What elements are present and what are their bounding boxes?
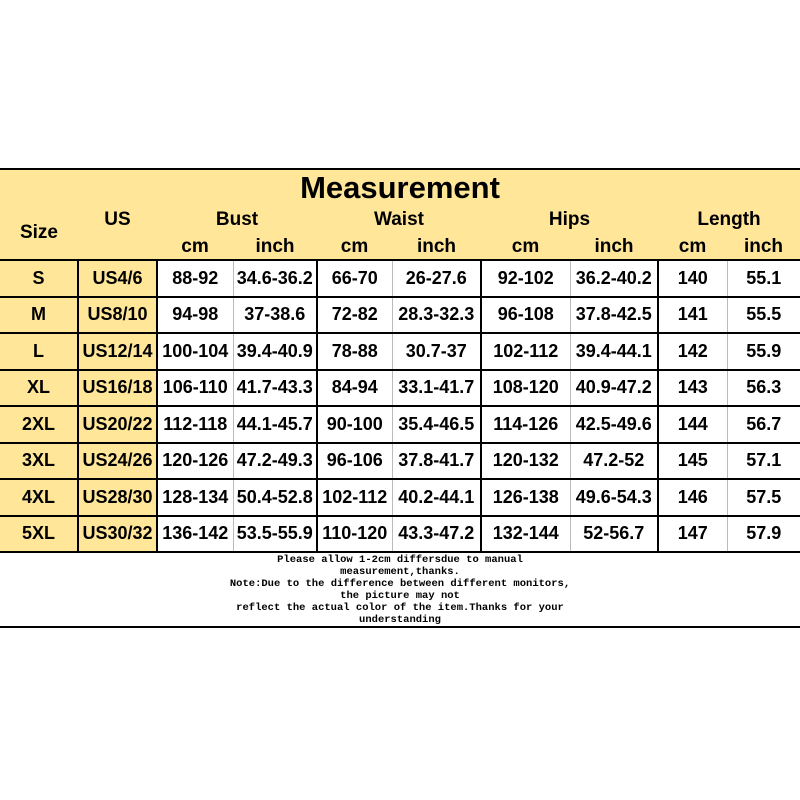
cell-waist-cm: 110-120 [317,516,392,553]
cell-size: 2XL [0,406,78,443]
cell-waist-inch: 35.4-46.5 [392,406,481,443]
cell-hips-inch: 47.2-52 [570,443,658,480]
cell-size: S [0,260,78,297]
unit-inch: inch [233,234,317,260]
header-us: US [78,206,157,234]
cell-length-inch: 57.5 [727,479,800,516]
cell-waist-inch: 33.1-41.7 [392,370,481,407]
cell-waist-inch: 40.2-44.1 [392,479,481,516]
cell-us: US16/18 [78,370,157,407]
header-size: Size [0,206,78,260]
header-us-blank [78,234,157,260]
cell-hips-cm: 132-144 [481,516,570,553]
cell-length-inch: 55.1 [727,260,800,297]
cell-waist-cm: 102-112 [317,479,392,516]
cell-length-inch: 57.9 [727,516,800,553]
cell-size: L [0,333,78,370]
cell-us: US20/22 [78,406,157,443]
cell-length-inch: 56.3 [727,370,800,407]
cell-hips-cm: 92-102 [481,260,570,297]
table-row [0,297,800,334]
cell-us: US12/14 [78,333,157,370]
cell-bust-inch: 41.7-43.3 [233,370,317,407]
cell-length-inch: 55.9 [727,333,800,370]
cell-length-cm: 143 [658,370,727,407]
cell-size: M [0,297,78,334]
cell-bust-inch: 39.4-40.9 [233,333,317,370]
header-hips: Hips [481,206,658,234]
table-row [0,479,800,516]
cell-waist-cm: 84-94 [317,370,392,407]
header-bust: Bust [157,206,317,234]
cell-us: US24/26 [78,443,157,480]
cell-waist-cm: 96-106 [317,443,392,480]
cell-waist-cm: 72-82 [317,297,392,334]
table-row [0,406,800,443]
cell-size: 3XL [0,443,78,480]
cell-length-inch: 56.7 [727,406,800,443]
header-length: Length [658,206,800,234]
cell-size: 5XL [0,516,78,553]
cell-length-cm: 141 [658,297,727,334]
cell-waist-cm: 78-88 [317,333,392,370]
cell-bust-inch: 34.6-36.2 [233,260,317,297]
cell-waist-inch: 30.7-37 [392,333,481,370]
cell-hips-inch: 39.4-44.1 [570,333,658,370]
cell-bust-cm: 100-104 [157,333,233,370]
cell-bust-inch: 37-38.6 [233,297,317,334]
cell-bust-inch: 47.2-49.3 [233,443,317,480]
cell-length-cm: 144 [658,406,727,443]
cell-hips-inch: 52-56.7 [570,516,658,553]
cell-size: XL [0,370,78,407]
cell-hips-cm: 108-120 [481,370,570,407]
unit-inch: inch [392,234,481,260]
cell-hips-inch: 40.9-47.2 [570,370,658,407]
table-row [0,443,800,480]
cell-hips-cm: 96-108 [481,297,570,334]
cell-hips-cm: 102-112 [481,333,570,370]
measurement-note: Please allow 1-2cm differsdue to manual measurement,thanks. Note:Due to the difference between different monitors, the picture may not reflect the actual color of the item.Thanks for your understanding [0,552,800,627]
table-row [0,260,800,297]
cell-bust-cm: 112-118 [157,406,233,443]
unit-cm: cm [481,234,570,260]
cell-bust-cm: 136-142 [157,516,233,553]
table-row [0,370,800,407]
cell-us: US30/32 [78,516,157,553]
unit-cm: cm [317,234,392,260]
cell-hips-inch: 49.6-54.3 [570,479,658,516]
cell-length-cm: 142 [658,333,727,370]
unit-cm: cm [658,234,727,260]
cell-bust-cm: 106-110 [157,370,233,407]
unit-inch: inch [727,234,800,260]
cell-waist-inch: 43.3-47.2 [392,516,481,553]
cell-length-cm: 146 [658,479,727,516]
header-waist: Waist [317,206,481,234]
table-row [0,333,800,370]
cell-bust-cm: 128-134 [157,479,233,516]
cell-bust-cm: 120-126 [157,443,233,480]
cell-size: 4XL [0,479,78,516]
cell-hips-inch: 37.8-42.5 [570,297,658,334]
cell-us: US4/6 [78,260,157,297]
unit-inch: inch [570,234,658,260]
cell-us: US8/10 [78,297,157,334]
cell-hips-cm: 126-138 [481,479,570,516]
cell-waist-inch: 28.3-32.3 [392,297,481,334]
cell-waist-cm: 66-70 [317,260,392,297]
cell-length-inch: 57.1 [727,443,800,480]
cell-bust-inch: 53.5-55.9 [233,516,317,553]
cell-bust-inch: 44.1-45.7 [233,406,317,443]
cell-length-cm: 147 [658,516,727,553]
cell-us: US28/30 [78,479,157,516]
cell-bust-cm: 94-98 [157,297,233,334]
cell-hips-inch: 36.2-40.2 [570,260,658,297]
cell-bust-cm: 88-92 [157,260,233,297]
cell-hips-inch: 42.5-49.6 [570,406,658,443]
cell-waist-inch: 37.8-41.7 [392,443,481,480]
cell-waist-inch: 26-27.6 [392,260,481,297]
cell-length-cm: 140 [658,260,727,297]
unit-cm: cm [157,234,233,260]
cell-waist-cm: 90-100 [317,406,392,443]
cell-hips-cm: 120-132 [481,443,570,480]
size-table [0,168,800,628]
cell-length-inch: 55.5 [727,297,800,334]
size-chart [0,168,800,628]
cell-bust-inch: 50.4-52.8 [233,479,317,516]
table-title: Measurement [0,169,800,206]
cell-length-cm: 145 [658,443,727,480]
table-row [0,516,800,553]
cell-hips-cm: 114-126 [481,406,570,443]
